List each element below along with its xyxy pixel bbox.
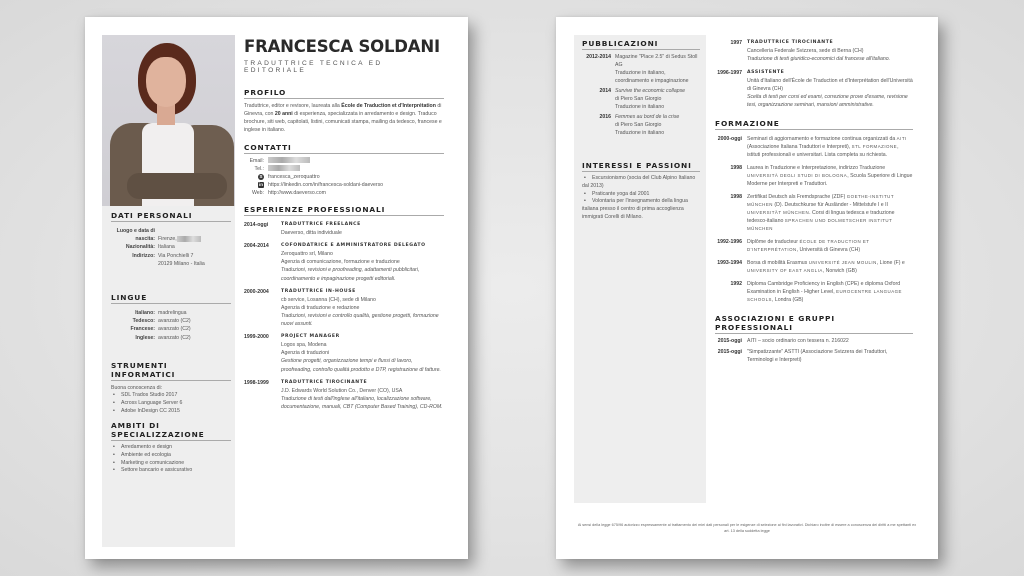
education-details [747, 259, 913, 275]
education-text: , Università di Ginevra (CH) [796, 247, 861, 253]
education-date: 1992 [730, 281, 742, 287]
section-title: ASSOCIAZIONI E GRUPPI PROFESSIONALI [715, 314, 913, 334]
publication-entry [582, 87, 700, 111]
education-text: Zertifikat Deutsch als Fremdsprache (ZDF) [747, 194, 847, 200]
cv-page-1 [85, 17, 468, 559]
language-name: Italiano: [135, 310, 155, 316]
experience-details [281, 288, 444, 328]
address-label: Indirizzo: [132, 252, 155, 259]
experience-dates: 1997 [730, 40, 742, 46]
redacted-email [268, 157, 310, 163]
institution-name: UNIVERSITÉ JEAN MOULIN [808, 260, 877, 265]
privacy-footer: Ai sensi della legge 675/96 autorizzo espressamente al trattamento dei miei dati personali per le esigenze di selezione ai fini lavorativi. Dichiaro inoltre di essere a conoscenza dei diritti a me spettanti ex art. 13 della suddetta legge [577, 523, 917, 533]
language-level: avanzato (C2) [158, 326, 191, 333]
main-content [715, 39, 913, 364]
skype-handle: francesca_zeroquattro [268, 174, 320, 180]
experience-company: Cancelleria Federale Svizzera, sede di Berna (CH) [747, 48, 864, 54]
nationality-value: Italiana [158, 244, 175, 251]
education-details [747, 238, 913, 254]
associations-section [715, 314, 913, 364]
job-subtitle: TRADUTTRICE TECNICA ED EDITORIALE [244, 60, 383, 74]
experience-company: cb service, Losanna (CH), sede di Milano [281, 296, 376, 303]
experience-type: Agenzia di comunicazione, formazione e traduzione [281, 259, 400, 266]
association-entry [715, 348, 913, 364]
software-intro: Buona conoscenza di: [111, 385, 163, 391]
language-name: Tedesco: [132, 318, 155, 325]
education-date: 1992-1996 [717, 239, 742, 245]
profile-section [244, 88, 444, 134]
institution-name: STL FORMAZIONE [851, 144, 898, 149]
education-entry [715, 238, 913, 254]
publication-date: 2016 [599, 114, 611, 120]
experience-entry [244, 221, 444, 237]
interest-item: • Praticante yoga dal 2001 [582, 191, 700, 199]
experience-details [747, 69, 913, 109]
institution-name: GOETHE-INSTITUT MÜNCHEN [747, 194, 894, 207]
publication-date: 2012-2014 [586, 54, 611, 60]
experience-dates: 2000-2004 [244, 288, 269, 295]
education-text: Diploma Cambridge Proficiency in English (CPE) e diploma Oxford Examination in English - Higher Level, [747, 281, 901, 295]
interests-section [582, 161, 700, 222]
software-item: • SDL Trados Studio 2017 [111, 392, 231, 400]
experience-dates: 2014-oggi [244, 222, 269, 228]
education-entry [715, 280, 913, 304]
education-entry [715, 164, 913, 188]
experience-details [747, 39, 913, 63]
education-text: . Corsi di lingua tedesca e traduzione tedesco-italiano [747, 210, 895, 224]
education-entry [715, 259, 913, 275]
email-label: Email: [249, 158, 264, 164]
institution-name: SPRACHEN UND DOLMETSCHER INSTITUT MÜNCHEN [747, 218, 893, 231]
education-text: , Londra (GB) [771, 297, 804, 303]
section-title: CONTATTI [244, 143, 444, 154]
education-details [747, 193, 913, 233]
address-line-2: 20129 Milano - Italia [158, 260, 205, 267]
education-details [747, 164, 913, 188]
experience-details [281, 379, 444, 411]
personal-data-section [111, 211, 231, 268]
association-date: 2015-oggi [717, 349, 742, 355]
experience-details [281, 242, 444, 282]
experience-role: TRADUTTRICE IN-HOUSE [281, 288, 356, 294]
experience-role: TRADUTTRICE TIROCINANTE [747, 40, 834, 45]
experience-role: TRADUTTRICE TIROCINANTE [281, 379, 368, 385]
institution-name: AITI [896, 136, 907, 141]
publication-line: di Piero San Giorgio [615, 122, 662, 128]
education-text: , Norwich (GB) [822, 268, 857, 274]
experience-company: J.D. Edwards World Solution Co., Denver (CO), USA [281, 387, 403, 394]
section-title: PUBBLICAZIONI [582, 39, 700, 50]
education-date: 1998 [730, 194, 742, 200]
language-level: madrelingua [158, 310, 187, 316]
education-text: , istituti professionali e universitari. Lista completa su richiesta. [747, 144, 899, 158]
publication-line: Femmes au bord de la crise [615, 114, 680, 120]
education-entry [715, 193, 913, 233]
education-text: Diplôme de traducteur [747, 239, 800, 245]
education-text: (Associazione Italiana Traduttori e Interpreti), [747, 144, 852, 150]
language-row [111, 334, 231, 342]
experience-role: PROJECT MANAGER [281, 334, 340, 340]
publication-line: Traduzione in italiano, coordinamento e impaginazione [615, 70, 689, 84]
experience-description: Traduzione di testi dall'inglese all'italiano, localizzazione software, documentazione, manuali, CBT (Computer Based Training), CD-ROM. [281, 395, 443, 410]
experience-details [281, 221, 444, 237]
nationality-label: Nazionalità: [125, 244, 155, 251]
education-details [747, 135, 913, 159]
publications-section [582, 39, 700, 137]
experience-entry [244, 333, 444, 373]
association-entry [715, 337, 913, 345]
experience-entry [244, 288, 444, 328]
web-label: Web: [251, 190, 264, 196]
software-section [111, 361, 231, 415]
education-text: Laurea in Traduzione e Interpretazione, indirizzo Traduzione [747, 165, 886, 171]
association-text: AITI – socio ordinario con tessera n. 216022 [747, 338, 849, 344]
publication-details [615, 87, 685, 111]
language-row [111, 317, 231, 325]
education-text: Borsa di mobilità Erasmus [747, 260, 809, 266]
redacted-phone [268, 165, 300, 171]
sidebar [574, 35, 706, 503]
interest-item: • Volontaria per l'insegnamento della lingua italiana presso il centro di prima accoglienza immigrati Corelli di Milano. [582, 198, 700, 221]
publication-line: Traduzione in italiano [615, 104, 665, 110]
linkedin-icon: in [259, 182, 263, 187]
language-row [111, 325, 231, 333]
experience-dates: 1998-1999 [244, 379, 269, 386]
tel-label: Tel.: [254, 166, 264, 172]
experience-entry [244, 379, 444, 411]
profile-photo [102, 35, 235, 206]
birth-value: Firenze, [158, 236, 177, 243]
language-name: Inglese: [135, 334, 155, 341]
software-item: • Adobe InDesign CC 2015 [111, 408, 231, 416]
sidebar [102, 35, 235, 547]
publication-details [615, 53, 700, 85]
experience-entry [715, 39, 913, 63]
publication-line: Traduzione in italiano [615, 130, 665, 136]
education-details [747, 280, 913, 304]
experience-description: Gestione progetti, organizzazione tempi e flussi di lavoro, proofreading, controllo qualità prodotto e DTP, registrazione di fatture. [281, 358, 441, 373]
software-item: • Across Language Server 6 [111, 400, 231, 408]
publication-entry [582, 53, 700, 85]
association-text: "Simpatizzante" ASTTI (Associazione Svizzera dei Traduttori, Terminologi e Interpreti) [747, 349, 888, 363]
experience-entry [244, 242, 444, 282]
experience-company: Logos spa, Modena [281, 342, 327, 349]
language-row [111, 309, 231, 317]
education-text: , Lione (F) e [876, 260, 905, 266]
page-title: FRANCESCA SOLDANI [244, 37, 440, 56]
education-text: , Scuola Superiore di Lingue Moderne per Interpreti e Traduttori. [747, 173, 913, 187]
experience-dates: 2004-2014 [244, 243, 269, 250]
education-entry [715, 135, 913, 159]
language-name: Francese: [130, 326, 155, 333]
profile-text: Traduttrice, editor e revisore, laureata alla École de Traduction et d'Interprétation di Ginevra, con 20 anni di esperienza, specializzata in arredamento e design. Traduco brochure, siti web, capitolati, listini, comunicati stampa, mailing da tedesco, francese e inglese in italiano. [244, 103, 442, 133]
section-title: ESPERIENZE PROFESSIONALI [244, 205, 444, 216]
main-content [244, 37, 444, 411]
interest-item: • Escursionismo (socia del Club Alpino Italiano dal 2013) [582, 175, 700, 191]
experience-role: TRADUTTRICE FREELANCE [281, 222, 361, 227]
experience-type: Agenzia di traduzioni [281, 350, 330, 357]
institution-name: EUROCENTRE LANGUAGE SCHOOLS [747, 289, 902, 302]
institution-name: UNIVERSITÄT MÜNCHEN [747, 210, 810, 215]
education-text: Seminari di aggiornamento e formazione continua organizzati da [747, 136, 897, 142]
education-section [715, 119, 913, 304]
experience-dates: 1999-2000 [244, 334, 269, 341]
website-link[interactable]: http://www.daeverso.com [268, 190, 326, 196]
language-level: avanzato (C2) [158, 318, 191, 325]
linkedin-link[interactable]: https://linkedin.com/in/francesca-soldani-daeverso [268, 182, 384, 188]
specialization-section [111, 421, 231, 475]
specialization-item: • Settore bancario e assicurativo [111, 467, 231, 475]
publication-entry [582, 113, 700, 137]
experience-role: ASSISTENTE [747, 70, 785, 75]
experience-description: Traduzioni, revisioni e controllo qualità, gestione progetti, formazione nuovi assunti. [281, 312, 439, 328]
association-date: 2015-oggi [717, 338, 742, 344]
section-title: PROFILO [244, 88, 444, 99]
language-level: avanzato (C2) [158, 334, 191, 341]
birth-label: Luogo e data di [116, 228, 155, 234]
contacts-section [244, 143, 444, 197]
section-title: INTERESSI E PASSIONI [582, 161, 700, 172]
experience-description: Scelta di testi per corsi ed esami, correzione prove d'esame, revisione tesi, organizzazione seminari, mansioni amministrative. [747, 94, 908, 108]
section-title: FORMAZIONE [715, 119, 913, 130]
publication-line: di Piero San Giorgio [615, 96, 662, 102]
specialization-item: • Marketing e comunicazione [111, 460, 231, 468]
education-text: (D). Deutschkurse für Ausländer - Mittelstufe I e II [772, 202, 888, 208]
cv-page-2 [556, 17, 938, 559]
section-title: DATI PERSONALI [111, 211, 231, 222]
institution-name: UNIVERSITY OF EAST ANGLIA [747, 268, 823, 273]
section-title: STRUMENTI INFORMATICI [111, 361, 231, 381]
publication-line: Magazine "Place 2.5" di Sedus Stoll AG [615, 54, 698, 68]
birth-label-2: nascita: [135, 236, 155, 243]
experience-description: Traduzioni, revisioni e proofreading, adattamenti pubblicitari, coordinamento e impaginazione progetti editoriali. [281, 267, 420, 282]
experience-company: Zeroquattro srl, Milano [281, 251, 333, 258]
experience-company: Unità d'Italiano dell'École de Traduction et d'Interprétation dell'Università di Ginevra (CH) [747, 78, 913, 92]
skype-icon: S [259, 174, 263, 179]
experience-section [244, 205, 444, 411]
publication-date: 2014 [599, 88, 611, 94]
institution-name: ÉCOLE DE TRADUCTION ET D'INTERPRÉTATION [747, 239, 870, 252]
education-date: 2000-oggi [717, 136, 742, 142]
education-date: 1998 [730, 165, 742, 171]
institution-name: UNIVERSITÀ DEGLI STUDI DI BOLOGNA [747, 173, 848, 178]
experience-company: Daeverso, ditta individuale [281, 230, 342, 237]
experience-description: Traduzione di testi giuridico-economici dal francese all'italiano. [747, 56, 891, 62]
specialization-item: • Arredamento e design [111, 444, 231, 452]
experience-details [281, 333, 444, 373]
address-line-1: Via Ponchielli 7 [158, 252, 194, 259]
education-date: 1993-1994 [717, 260, 742, 266]
specialization-item: • Ambiente ed ecologia [111, 452, 231, 460]
publication-details [615, 113, 679, 137]
experience-role: COFONDATRICE E AMMINISTRATORE DELEGATO [281, 243, 426, 249]
section-title: LINGUE [111, 293, 231, 304]
experience-type: Agenzia di traduzione e redazione [281, 304, 360, 311]
languages-section [111, 293, 231, 342]
publication-line: Survive the economic collapse [615, 88, 686, 94]
experience-dates: 1996-1997 [717, 70, 742, 76]
redacted-date [177, 236, 201, 242]
experience-entry [715, 69, 913, 109]
section-title: AMBITI DI SPECIALIZZAZIONE [111, 421, 231, 441]
